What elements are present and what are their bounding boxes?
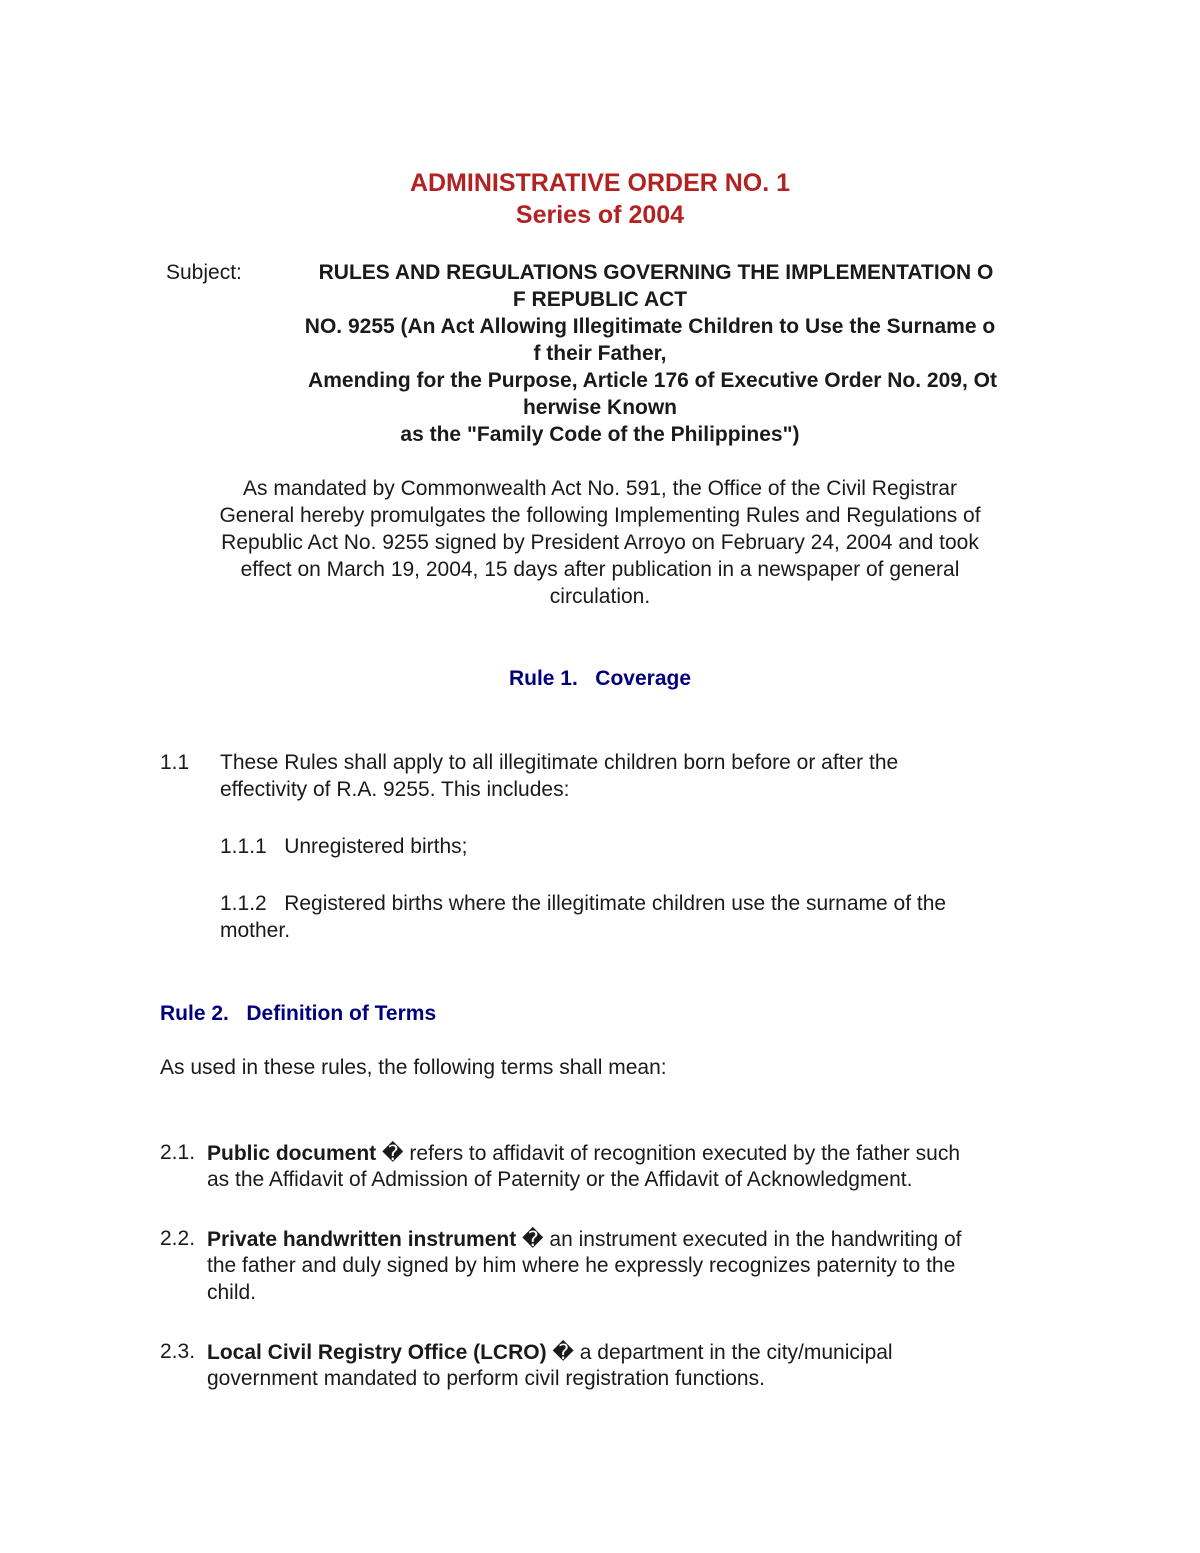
subject-line-1: RULES AND REGULATIONS GOVERNING THE IMPLEMENTATION O (318, 261, 994, 284)
term-2-1-separator: � (376, 1142, 410, 1165)
term-2-3-line-1 (207, 1340, 893, 1365)
term-2-1-line-1 (207, 1141, 960, 1166)
item-1-1-2-line-2: mother. (220, 919, 291, 942)
rule-2-heading: Rule 2. Definition of Terms (160, 1002, 437, 1025)
subject-line-4: f their Father, (533, 342, 667, 365)
term-2-3-term: Local Civil Registry Office (LCRO) (207, 1341, 547, 1364)
term-2-2-line-3: child. (207, 1281, 257, 1304)
term-2-2-definition: an instrument executed in the handwriting of (549, 1228, 962, 1251)
intro-line-4: effect on March 19, 2004, 15 days after publication in a newspaper of general (240, 558, 960, 581)
term-2-1-definition: refers to affidavit of recognition executed by the father such (409, 1142, 960, 1165)
rule-1-heading: Rule 1. Coverage (508, 667, 692, 690)
term-2-1-term: Public document (207, 1142, 377, 1165)
term-2-3-number: 2.3. (160, 1340, 196, 1363)
intro-line-5: circulation. (549, 585, 651, 608)
term-2-3-definition: a department in the city/municipal (579, 1341, 893, 1364)
subject-line-3: NO. 9255 (An Act Allowing Illegitimate Children to Use the Surname o (304, 315, 996, 338)
subject-label: Subject: (166, 261, 242, 284)
term-2-2-number: 2.2. (160, 1227, 196, 1250)
intro-line-1: As mandated by Commonwealth Act No. 591, the Office of the Civil Registrar (243, 477, 957, 500)
subject-line-5: Amending for the Purpose, Article 176 of Executive Order No. 209, Ot (308, 369, 997, 392)
subject-line-2: F REPUBLIC ACT (512, 288, 688, 311)
term-2-3-line-2: government mandated to perform civil registration functions. (207, 1367, 765, 1390)
intro-line-2: General hereby promulgates the following Implementing Rules and Regulations of (219, 504, 981, 527)
intro-line-3: Republic Act No. 9255 signed by President Arroyo on February 24, 2004 and took (221, 531, 979, 554)
term-2-2-line-2: the father and duly signed by him where he expressly recognizes paternity to the (207, 1254, 956, 1277)
document-series: Series of 2004 (515, 201, 685, 229)
item-1-1-line-2: effectivity of R.A. 9255. This includes: (220, 778, 570, 801)
item-1-1-line-1: These Rules shall apply to all illegitimate children born before or after the (220, 751, 899, 774)
term-2-2-term: Private handwritten instrument (207, 1228, 517, 1251)
item-1-1-1: 1.1.1 Unregistered births; (220, 835, 468, 858)
term-2-2-line-1 (207, 1227, 962, 1252)
term-2-1-number: 2.1. (160, 1141, 196, 1164)
subject-line-6: herwise Known (522, 396, 678, 419)
term-2-2-separator: � (516, 1228, 550, 1251)
item-1-1-2-line-1: 1.1.2 Registered births where the illegitimate children use the surname of the (220, 892, 947, 915)
term-2-1-line-2: as the Affidavit of Admission of Paternity or the Affidavit of Acknowledgment. (207, 1168, 913, 1191)
document-title: ADMINISTRATIVE ORDER NO. 1 (409, 169, 791, 197)
subject-line-7: as the "Family Code of the Philippines") (400, 423, 800, 446)
term-2-3-separator: � (546, 1341, 580, 1364)
item-1-1-number: 1.1 (160, 751, 190, 774)
rule-2-intro: As used in these rules, the following terms shall mean: (160, 1056, 667, 1079)
